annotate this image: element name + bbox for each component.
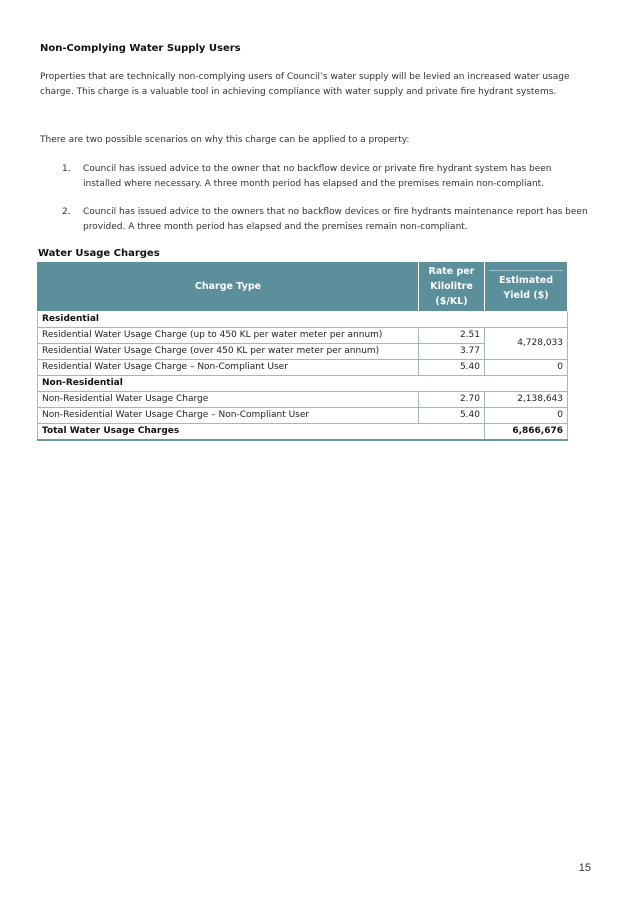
charge-name: Residential Water Usage Charge – Non-Compliant User bbox=[38, 360, 419, 376]
table-row bbox=[38, 392, 568, 408]
section-label: Non-Residential bbox=[38, 376, 568, 392]
table-row bbox=[38, 360, 568, 376]
header-rate: Rate per Kilolitre ($/KL) bbox=[419, 262, 485, 312]
scenarios-paragraph: There are two possible scenarios on why this charge can be applied to a property: bbox=[40, 135, 410, 145]
total-label: Total Water Usage Charges bbox=[38, 424, 485, 441]
charge-yield: 2,138,643 bbox=[485, 392, 568, 408]
charge-rate: 2.51 bbox=[419, 328, 485, 344]
total-yield: 6,866,676 bbox=[485, 424, 568, 441]
charge-rate: 3.77 bbox=[419, 344, 485, 360]
section-heading: Non-Complying Water Supply Users bbox=[40, 43, 241, 54]
header-yield-label: Estimated Yield ($) bbox=[489, 270, 563, 303]
charge-rate: 5.40 bbox=[419, 408, 485, 424]
table-header-row bbox=[38, 262, 568, 312]
total-row bbox=[38, 424, 568, 441]
charge-name: Non-Residential Water Usage Charge bbox=[38, 392, 419, 408]
table-title: Water Usage Charges bbox=[38, 248, 160, 259]
charge-name: Non-Residential Water Usage Charge – Non-Compliant User bbox=[38, 408, 419, 424]
list-text: Council has issued advice to the owner that no backflow device or private fire hydrant system has been installed where necessary. A three month period has elapsed and the premises remain non-compliant. bbox=[83, 164, 552, 189]
charge-name: Residential Water Usage Charge (up to 450 KL per water meter per annum) bbox=[38, 328, 419, 344]
section-row-residential bbox=[38, 312, 568, 328]
list-number: 2. bbox=[62, 207, 71, 217]
list-text: Council has issued advice to the owners that no backflow devices or fire hydrants maintenance report has been provided. A three month period has elapsed and the premises remain non-compliant. bbox=[83, 207, 588, 232]
charge-yield: 0 bbox=[485, 408, 568, 424]
charge-rate: 2.70 bbox=[419, 392, 485, 408]
water-usage-charges-table bbox=[37, 261, 568, 441]
list-item bbox=[62, 162, 588, 192]
charge-rate: 5.40 bbox=[419, 360, 485, 376]
page-number: 15 bbox=[578, 862, 591, 874]
charge-name: Residential Water Usage Charge (over 450 KL per water meter per annum) bbox=[38, 344, 419, 360]
section-row-non-residential bbox=[38, 376, 568, 392]
list-number: 1. bbox=[62, 164, 71, 174]
charge-yield: 4,728,033 bbox=[485, 328, 568, 360]
header-yield bbox=[485, 262, 568, 312]
charge-yield: 0 bbox=[485, 360, 568, 376]
table-row bbox=[38, 408, 568, 424]
intro-paragraph: Properties that are technically non-complying users of Council’s water supply will be levied an increased water usage charge. This charge is a valuable tool in achieving compliance with water supply and private fire hydrant systems. bbox=[40, 72, 570, 97]
header-charge-type: Charge Type bbox=[38, 262, 419, 312]
list-item bbox=[62, 205, 588, 235]
section-label: Residential bbox=[38, 312, 568, 328]
table-row bbox=[38, 328, 568, 344]
